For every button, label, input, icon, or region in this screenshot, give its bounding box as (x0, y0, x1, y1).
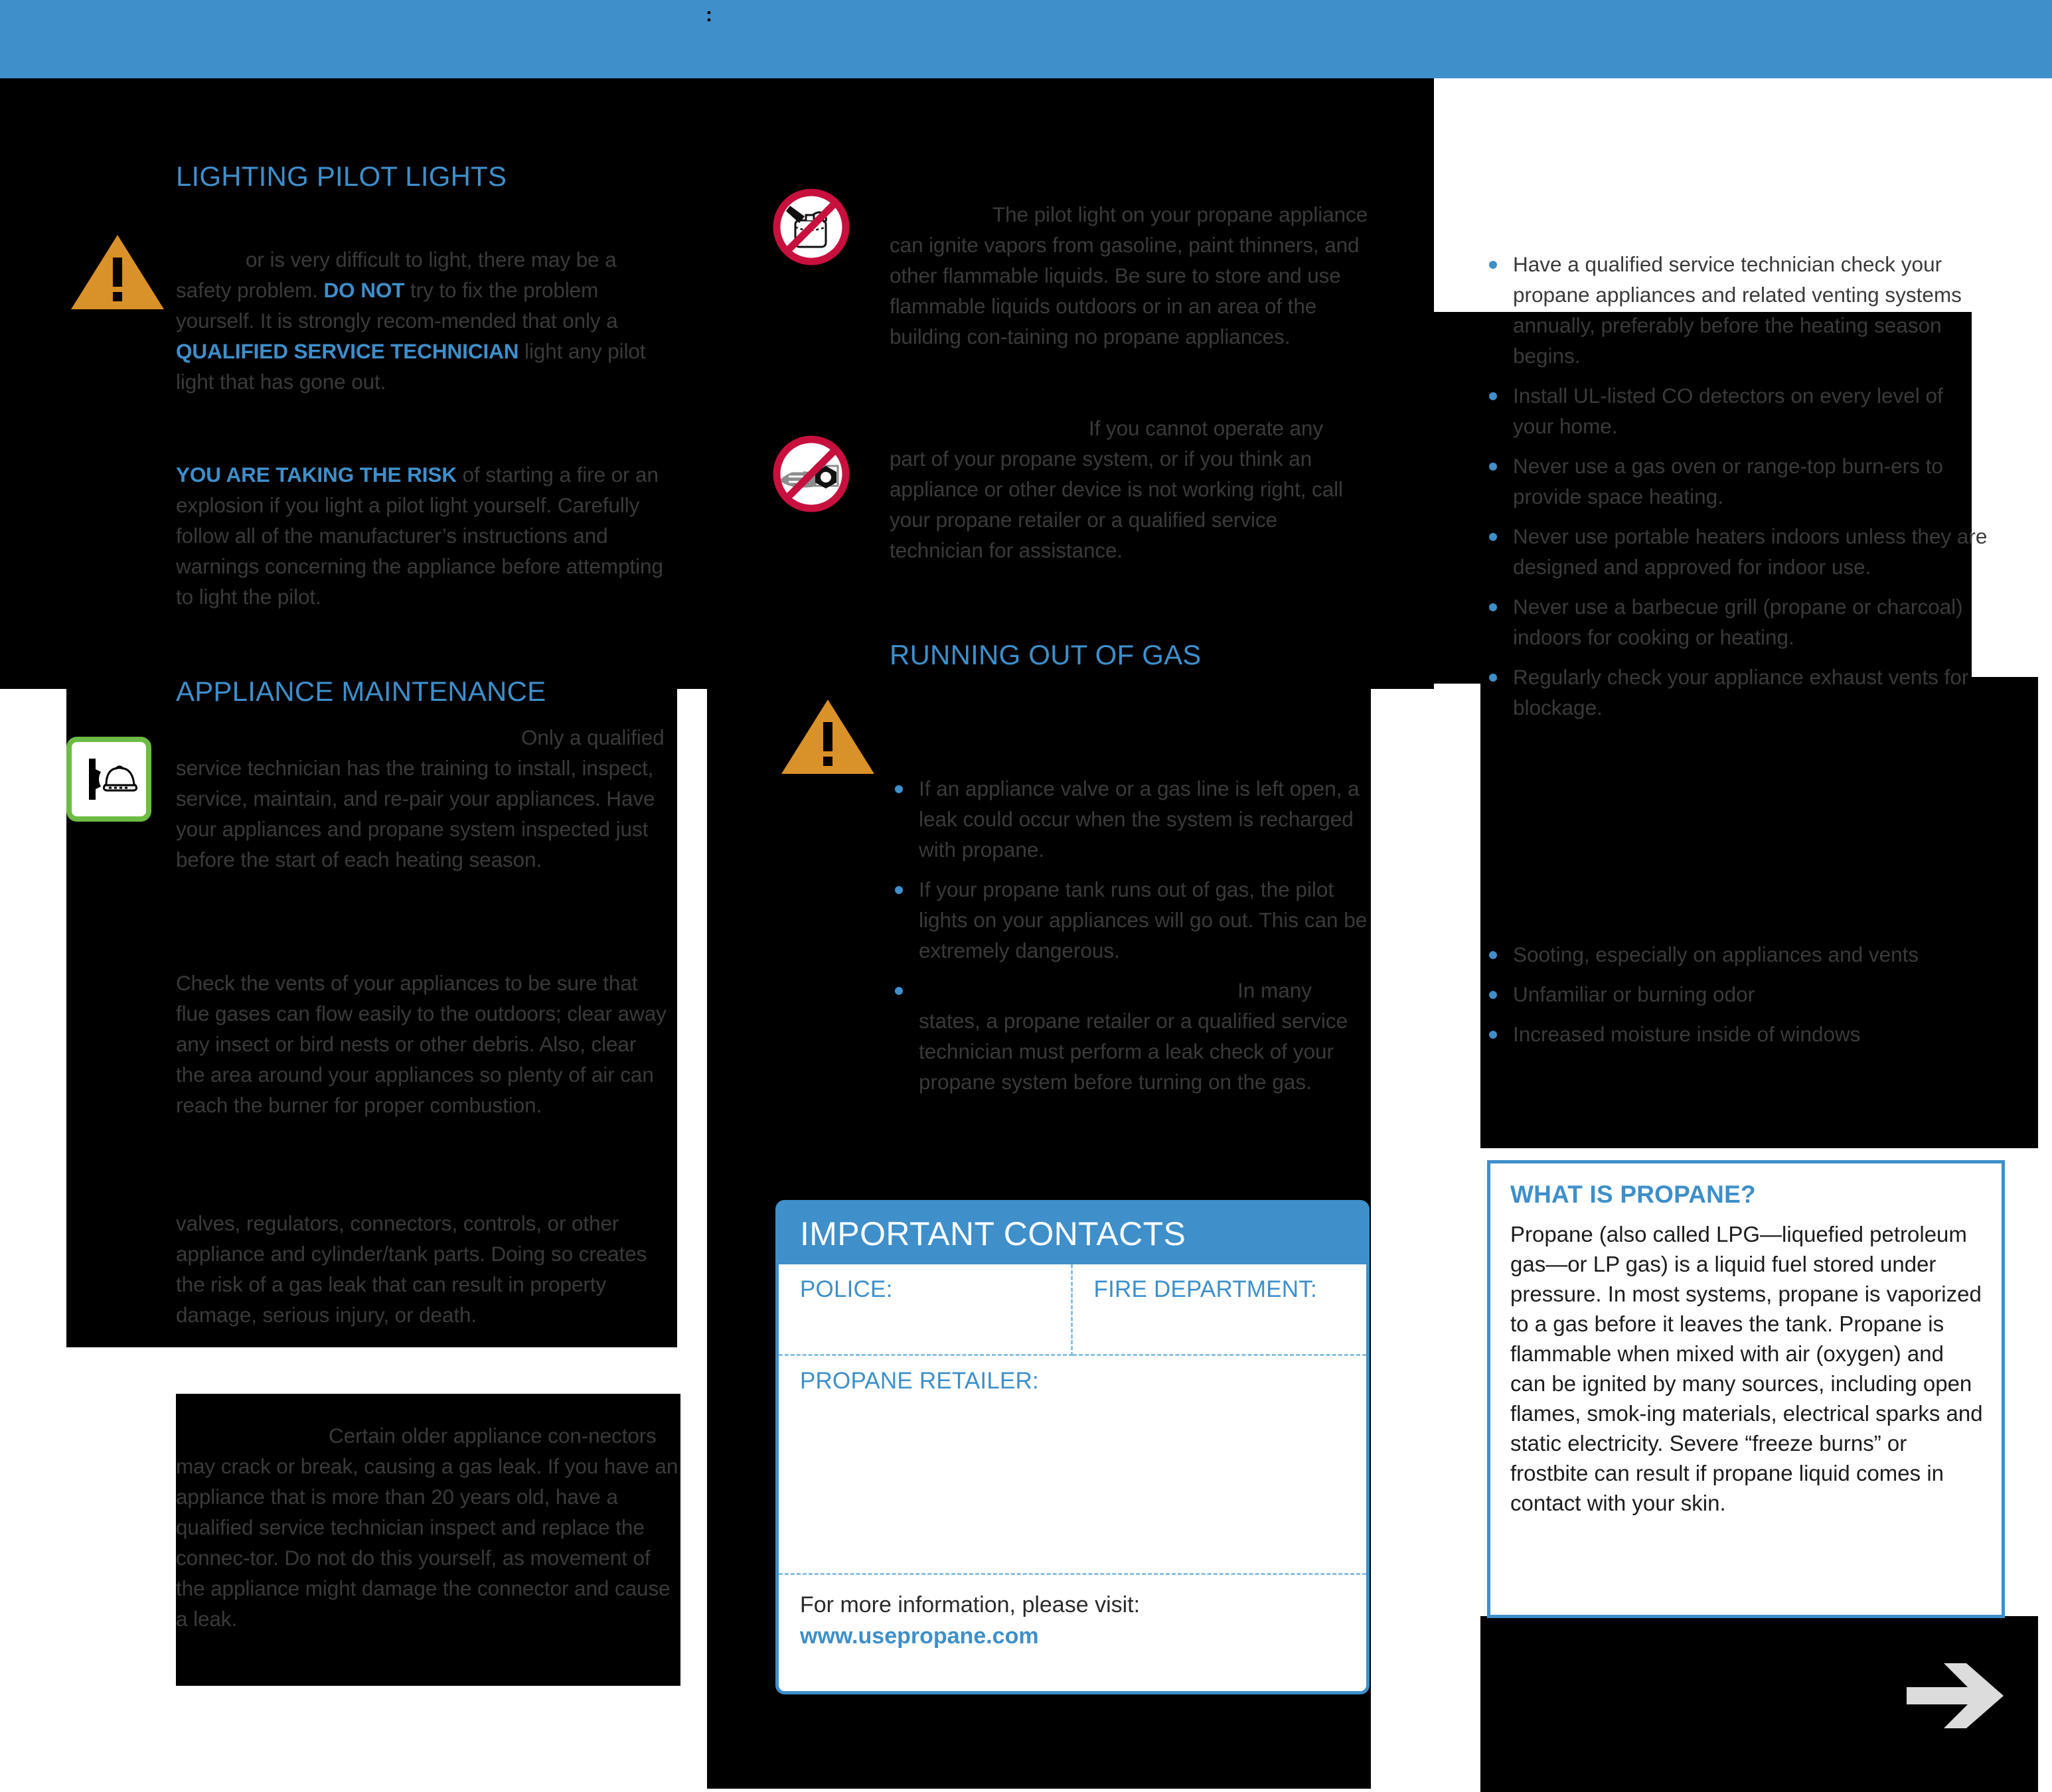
what-is-propane-body: Propane (also called LPG—liquefied petroleum gas—or LP gas) is a liquid fuel stored under pressure. In most systems, propane is vaporized to a gas before it leaves the tank. Propane is flammable when mixed with air (oxygen) and can be ignited by many sources, including open flames, smok-ing materials, electrical sparks and static electricity. Severe “freeze burns” or frostbite can result if propane liquid comes in contact with your skin. (1510, 1222, 1983, 1515)
appliance-paragraph-2: Check the vents of your appliances to be sure that flue gases can flow easily to the outdoors; clear away any insect or bird nests or other debris. Also, clear the area around your appliances so plenty of air can reach the burner for proper combustion. (176, 971, 667, 1117)
police-label: POLICE: (800, 1276, 893, 1302)
lighting-p1-mid: try to fix the problem yourself. It is strongly recom-mended that only a (176, 278, 618, 333)
what-is-propane-title: WHAT IS PROPANE? (1510, 1181, 1756, 1208)
appliance-paragraph-1: Only a qualified service technician has the training to install, inspect, service, maintain, and re-pair your appliances. Have your appliances and propane system inspected just before the start of each heating season. (176, 725, 665, 871)
qualified-service-technician-emphasis: QUALIFIED SERVICE TECHNICIAN (176, 339, 519, 363)
do-not-emphasis: DO NOT (323, 278, 405, 302)
list-item: Never use a barbecue grill (propane or charcoal) indoors for cooking or heating. (1484, 591, 1988, 652)
fire-department-field[interactable] (1073, 1264, 1367, 1356)
lighting-p1-pre: or is very difficult to light, there may be a safety problem. (176, 248, 617, 302)
warning-signs-bullets (1484, 939, 1988, 1059)
list-item: Sooting, especially on appliances and vents (1484, 939, 1988, 970)
list-item: Never use portable heaters indoors unless they are designed and approved for indoor use. (1484, 521, 1988, 582)
lighting-paragraph-2 (176, 459, 671, 612)
propane-retailer-field[interactable] (779, 1356, 1366, 1575)
list-item: Regularly check your appliance exhaust vents for blockage. (1484, 662, 1988, 723)
lighting-paragraph-1 (176, 244, 671, 397)
warning-triangle-icon (780, 697, 876, 780)
lighting-p1-post: light any pilot light that has gone out. (176, 339, 646, 394)
no-wrench-repair-icon (769, 431, 854, 520)
list-item: Install UL-listed CO detectors on every level of your home. (1484, 380, 1988, 441)
heading-appliance-maintenance: APPLIANCE MAINTENANCE (176, 676, 546, 707)
lighting-p2-post: of starting a fire or an explosion if you light a pilot light yourself. Carefully follow all of the manufacturer’s instructions and warnings concerning the appliance before attempting to light the pilot. (176, 463, 663, 609)
you-are-taking-the-risk-emphasis: YOU ARE TAKING THE RISK (176, 463, 457, 486)
heading-running-out-of-gas: RUNNING OUT OF GAS (890, 639, 1202, 670)
important-contacts-card (775, 1200, 1370, 1694)
more-info-text: For more information, please visit: (800, 1592, 1141, 1617)
contacts-card-title: IMPORTANT CONTACTS (779, 1203, 1366, 1264)
header-colon-mark: : (706, 4, 712, 26)
list-item: Never use a gas oven or range-top burn-ers to provide space heating. (1484, 451, 1988, 512)
usepropane-link[interactable]: www.usepropane.com (800, 1623, 1039, 1649)
mid-paragraph-1: The pilot light on your propane appliance can ignite vapors from gasoline, paint thinners, and other flammable liquids. Be sure to store and use flammable liquids outdoors or in an area of the building con-taining no propane appliances. (890, 202, 1368, 348)
mid-paragraph-2: If you cannot operate any part of your propane system, or if you think an appliance or other device is not working right, call your propane retailer or a qualified service technician for assistance. (890, 416, 1343, 562)
propane-retailer-label: PROPANE RETAILER: (800, 1368, 1039, 1394)
running-out-of-gas-bullets (890, 773, 1374, 1106)
list-item: Have a qualified service technician check your propane appliances and related venting systems annually, preferably before the heating season begins. (1484, 249, 1988, 371)
list-item: If your propane tank runs out of gas, the pilot lights on your appliances will go out. This can be extremely dangerous. (890, 874, 1374, 966)
phone-hardhat-icon (66, 737, 151, 822)
police-field[interactable] (779, 1264, 1073, 1356)
panel-right-mid-black (1480, 677, 2038, 1148)
heading-lighting-pilot-lights: LIGHTING PILOT LIGHTS (176, 161, 507, 192)
list-item: Unfamiliar or burning odor (1484, 979, 1988, 1009)
no-gasoline-can-icon (769, 185, 854, 273)
older-connectors-paragraph: Certain older appliance con-nectors may crack or break, causing a gas leak. If you have an appliance that is more than 20 years old, have a qualified service technician inspect and replace the connec-tor. Do not do this yourself, as movement of the appliance might damage the connector and cause a leak. (176, 1424, 678, 1631)
warning-triangle-icon (70, 232, 166, 315)
safety-tips-bullets (1484, 249, 1988, 732)
appliance-paragraph-3: valves, regulators, connectors, controls, or other appliance and cylinder/tank parts. Doing so creates the risk of a gas leak that can result in property damage, serious injury, or death. (176, 1211, 647, 1327)
contacts-footer (779, 1575, 1366, 1649)
what-is-propane-box (1487, 1160, 2005, 1618)
arrow-right-icon[interactable] (1905, 1659, 2005, 1736)
fire-department-label: FIRE DEPARTMENT: (1093, 1276, 1317, 1302)
top-blue-banner (0, 0, 2052, 78)
list-item: If an appliance valve or a gas line is left open, a leak could occur when the system is recharged with propane. (890, 773, 1374, 865)
list-item: Increased moisture inside of windows (1484, 1019, 1988, 1049)
list-item: In many states, a propane retailer or a qualified service technician must perform a leak check of your propane system before turning on the gas. (890, 975, 1374, 1097)
